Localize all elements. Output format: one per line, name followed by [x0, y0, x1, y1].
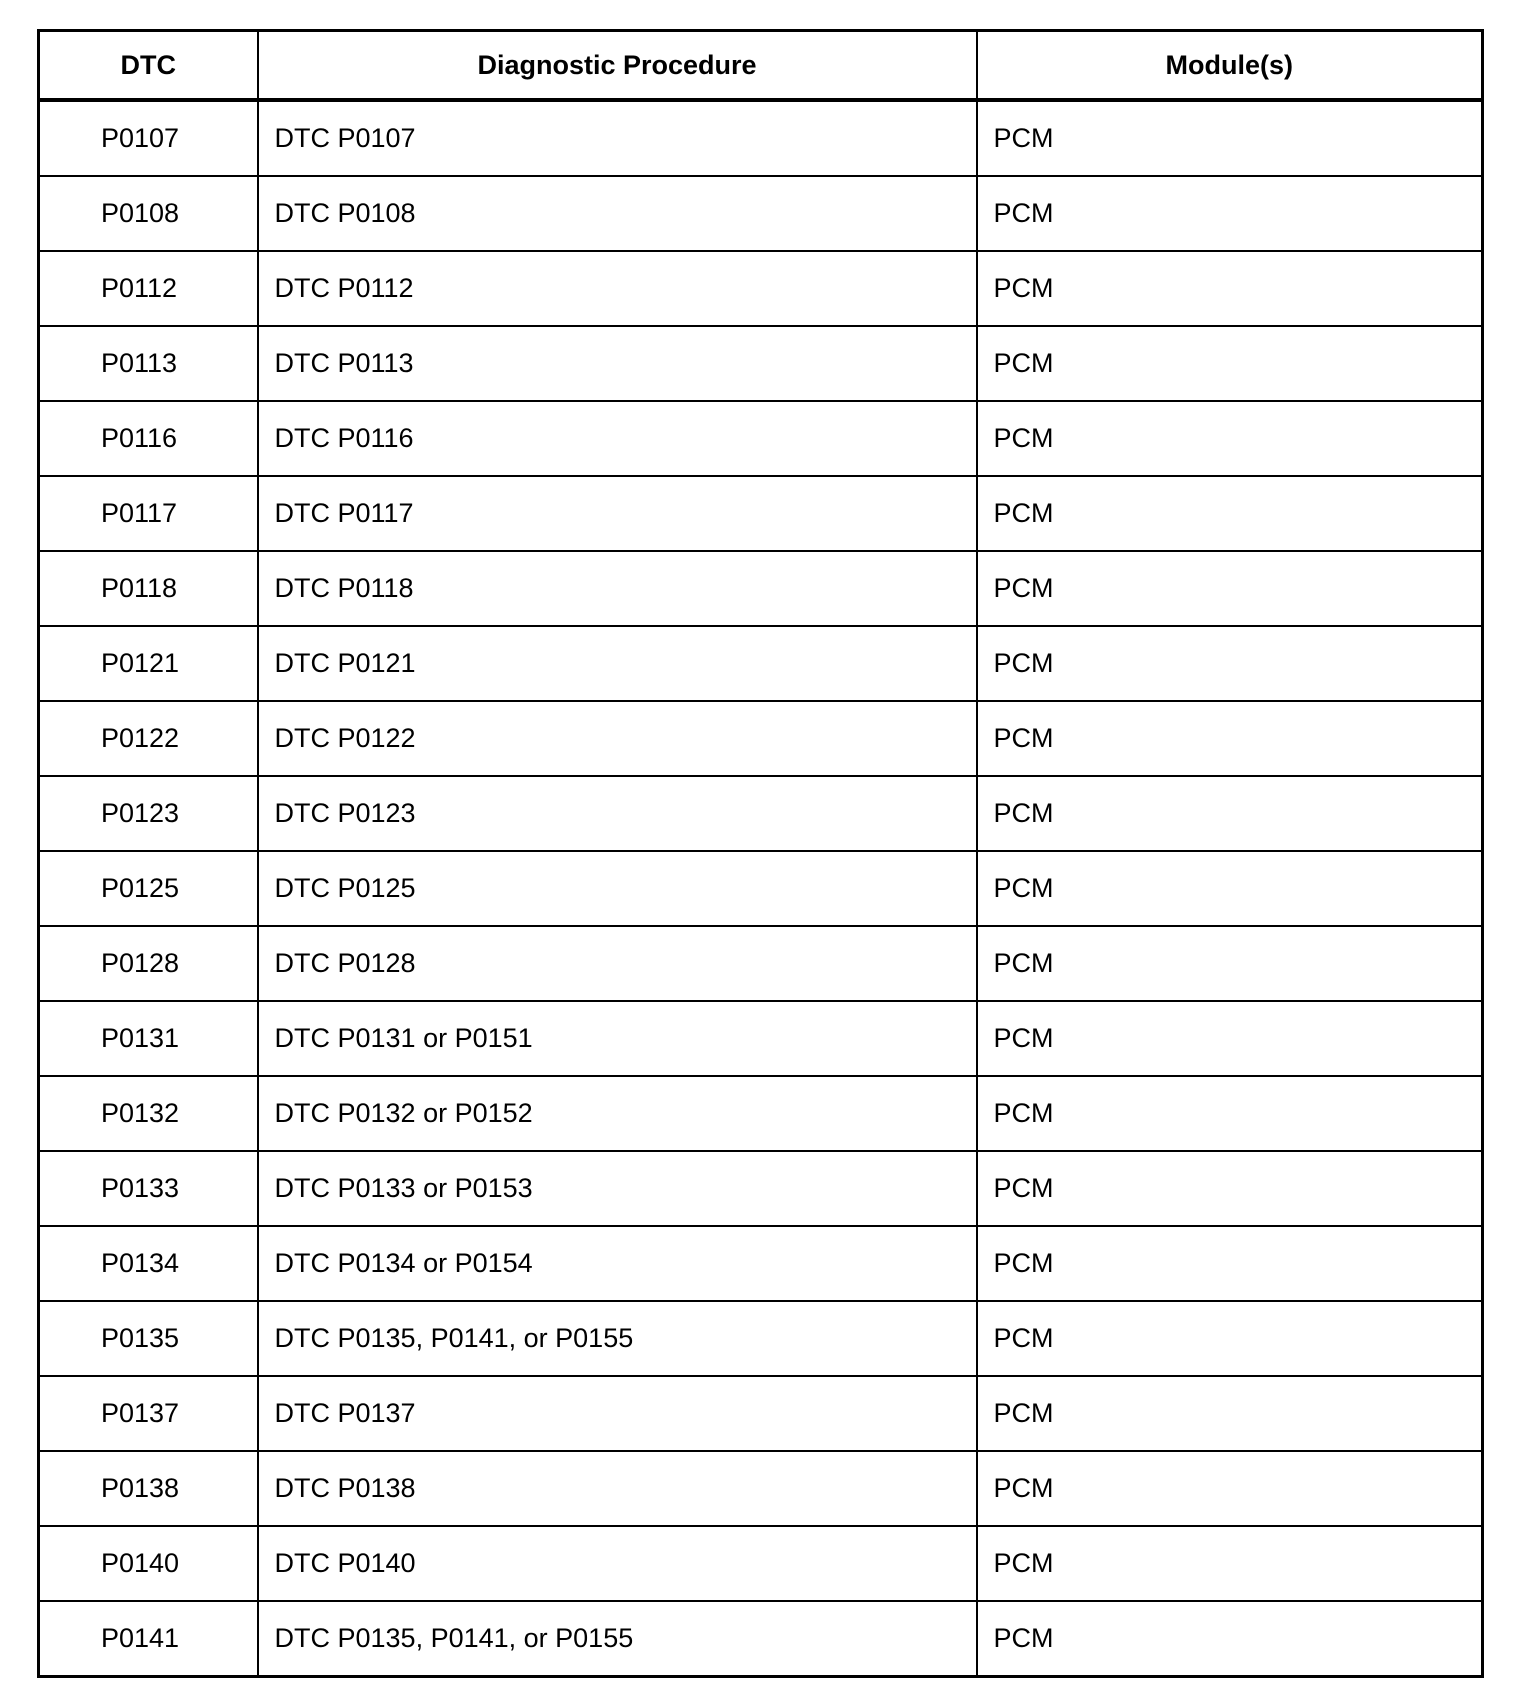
- header-diagnostic-procedure: Diagnostic Procedure: [258, 31, 977, 101]
- dtc-code-cell: P0137: [39, 1376, 258, 1451]
- dtc-code-cell: P0125: [39, 851, 258, 926]
- module-cell: PCM: [977, 476, 1483, 551]
- table-row: [39, 476, 1483, 551]
- dtc-code-cell: P0123: [39, 776, 258, 851]
- module-cell: PCM: [977, 251, 1483, 326]
- dtc-code-cell: P0122: [39, 701, 258, 776]
- table-row: [39, 1526, 1483, 1601]
- diagnostic-procedure-cell: DTC P0135, P0141, or P0155: [258, 1301, 977, 1376]
- diagnostic-procedure-cell: DTC P0134 or P0154: [258, 1226, 977, 1301]
- module-cell: PCM: [977, 326, 1483, 401]
- dtc-code-cell: P0118: [39, 551, 258, 626]
- diagnostic-procedure-cell: DTC P0131 or P0151: [258, 1001, 977, 1076]
- module-cell: PCM: [977, 100, 1483, 176]
- dtc-code-cell: P0140: [39, 1526, 258, 1601]
- diagnostic-procedure-cell: DTC P0128: [258, 926, 977, 1001]
- module-cell: PCM: [977, 1526, 1483, 1601]
- table-row: [39, 776, 1483, 851]
- diagnostic-procedure-cell: DTC P0135, P0141, or P0155: [258, 1601, 977, 1677]
- module-cell: PCM: [977, 1301, 1483, 1376]
- dtc-code-cell: P0138: [39, 1451, 258, 1526]
- dtc-code-cell: P0113: [39, 326, 258, 401]
- table-row: [39, 176, 1483, 251]
- table-row: [39, 1076, 1483, 1151]
- dtc-code-cell: P0112: [39, 251, 258, 326]
- dtc-code-cell: P0132: [39, 1076, 258, 1151]
- table-row: [39, 1151, 1483, 1226]
- table-header: [39, 31, 1483, 101]
- table-row: [39, 1001, 1483, 1076]
- dtc-code-cell: P0107: [39, 100, 258, 176]
- diagnostic-procedure-cell: DTC P0138: [258, 1451, 977, 1526]
- diagnostic-procedure-cell: DTC P0132 or P0152: [258, 1076, 977, 1151]
- module-cell: PCM: [977, 926, 1483, 1001]
- dtc-code-cell: P0117: [39, 476, 258, 551]
- table-row: [39, 326, 1483, 401]
- module-cell: PCM: [977, 1226, 1483, 1301]
- table-row: [39, 100, 1483, 176]
- table-row: [39, 851, 1483, 926]
- table-row: [39, 626, 1483, 701]
- table-row: [39, 551, 1483, 626]
- diagnostic-procedure-cell: DTC P0121: [258, 626, 977, 701]
- table-row: [39, 926, 1483, 1001]
- diagnostic-procedure-cell: DTC P0112: [258, 251, 977, 326]
- dtc-code-cell: P0116: [39, 401, 258, 476]
- header-modules: Module(s): [977, 31, 1483, 101]
- module-cell: PCM: [977, 701, 1483, 776]
- dtc-code-cell: P0121: [39, 626, 258, 701]
- table-row: [39, 701, 1483, 776]
- diagnostic-procedure-cell: DTC P0137: [258, 1376, 977, 1451]
- module-cell: PCM: [977, 1076, 1483, 1151]
- dtc-code-cell: P0128: [39, 926, 258, 1001]
- table-body: [39, 100, 1483, 1677]
- table-row: [39, 1601, 1483, 1677]
- module-cell: PCM: [977, 776, 1483, 851]
- diagnostic-procedure-cell: DTC P0133 or P0153: [258, 1151, 977, 1226]
- table-row: [39, 401, 1483, 476]
- module-cell: PCM: [977, 851, 1483, 926]
- diagnostic-procedure-cell: DTC P0113: [258, 326, 977, 401]
- dtc-code-cell: P0131: [39, 1001, 258, 1076]
- header-dtc: DTC: [39, 31, 258, 101]
- diagnostic-procedure-cell: DTC P0125: [258, 851, 977, 926]
- module-cell: PCM: [977, 626, 1483, 701]
- diagnostic-procedure-cell: DTC P0117: [258, 476, 977, 551]
- table-row: [39, 1226, 1483, 1301]
- module-cell: PCM: [977, 1601, 1483, 1677]
- diagnostic-procedure-cell: DTC P0140: [258, 1526, 977, 1601]
- diagnostic-procedure-cell: DTC P0118: [258, 551, 977, 626]
- table-row: [39, 1301, 1483, 1376]
- dtc-code-cell: P0133: [39, 1151, 258, 1226]
- module-cell: PCM: [977, 1151, 1483, 1226]
- diagnostic-procedure-cell: DTC P0123: [258, 776, 977, 851]
- dtc-code-cell: P0135: [39, 1301, 258, 1376]
- header-row: [39, 31, 1483, 101]
- module-cell: PCM: [977, 1451, 1483, 1526]
- diagnostic-procedure-cell: DTC P0107: [258, 100, 977, 176]
- dtc-code-cell: P0134: [39, 1226, 258, 1301]
- diagnostic-procedure-cell: DTC P0108: [258, 176, 977, 251]
- diagnostic-procedure-cell: DTC P0116: [258, 401, 977, 476]
- module-cell: PCM: [977, 176, 1483, 251]
- table-row: [39, 251, 1483, 326]
- module-cell: PCM: [977, 1001, 1483, 1076]
- table-row: [39, 1376, 1483, 1451]
- table-row: [39, 1451, 1483, 1526]
- module-cell: PCM: [977, 551, 1483, 626]
- diagnostic-procedure-cell: DTC P0122: [258, 701, 977, 776]
- dtc-table: [37, 29, 1484, 1678]
- dtc-code-cell: P0108: [39, 176, 258, 251]
- module-cell: PCM: [977, 401, 1483, 476]
- dtc-code-cell: P0141: [39, 1601, 258, 1677]
- module-cell: PCM: [977, 1376, 1483, 1451]
